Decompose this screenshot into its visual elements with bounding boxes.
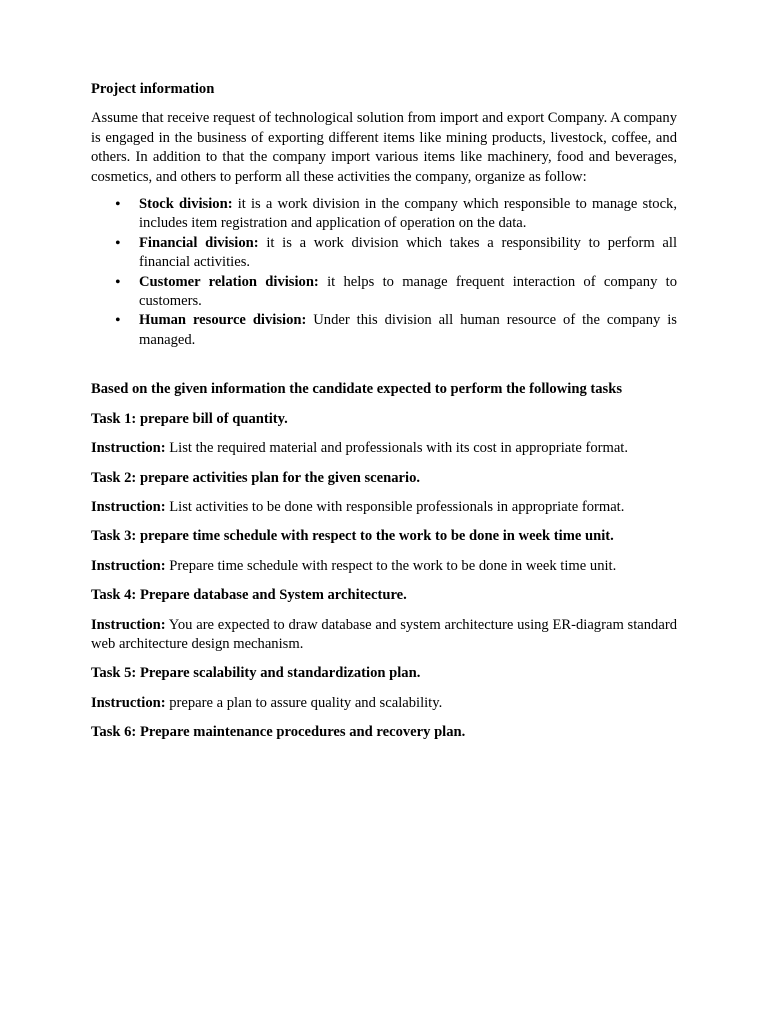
task-1-title: Task 1: prepare bill of quantity.	[91, 410, 288, 427]
list-item	[91, 273, 677, 312]
bullet-icon: •	[115, 312, 121, 330]
list-item	[91, 195, 677, 234]
task-2-instruction	[91, 498, 677, 517]
instruction-label: Instruction:	[91, 440, 166, 457]
list-item	[91, 234, 677, 273]
instruction-label: Instruction:	[91, 694, 166, 711]
task-2-title: Task 2: prepare activities plan for the given scenario.	[91, 469, 421, 486]
division-text: it is a work division which takes a responsibility to perform all financial activities.	[139, 234, 677, 271]
instruction-text: prepare a plan to assure quality and scalability.	[165, 694, 443, 711]
division-list	[91, 195, 677, 350]
task-1-instruction	[91, 439, 677, 458]
division-text: Under this division all human resource of the company is managed.	[139, 312, 677, 348]
document-page	[91, 80, 677, 753]
task-5-title: Task 5: Prepare scalability and standardization plan.	[91, 665, 421, 682]
task-4-instruction	[91, 616, 677, 655]
instruction-text: Prepare time schedule with respect to the work to be done in week time unit.	[165, 557, 617, 574]
bullet-icon: •	[115, 273, 121, 291]
instruction-label: Instruction:	[91, 616, 166, 633]
task-5-instruction	[91, 694, 677, 713]
project-info-heading: Project information	[91, 81, 215, 97]
instruction-text: List the required material and professionals with its cost in appropriate format.	[165, 440, 629, 457]
division-text: it is a work division in the company which responsible to manage stock, includes item registration and application of operation on the data.	[139, 196, 678, 232]
division-name: Stock division:	[139, 196, 233, 213]
division-name: Financial division:	[139, 234, 259, 251]
division-name: Human resource division:	[139, 312, 307, 329]
division-name: Customer relation division:	[139, 273, 319, 290]
task-6-title: Task 6: Prepare maintenance procedures and recovery plan.	[91, 724, 466, 741]
bullet-icon: •	[115, 234, 121, 252]
instruction-label: Instruction:	[91, 498, 166, 515]
task-3-instruction	[91, 557, 677, 576]
instruction-text: List activities to be done with responsible professionals in appropriate format.	[165, 498, 625, 515]
section-spacer	[91, 350, 677, 380]
task-3-title: Task 3: prepare time schedule with respect to the work to be done in week time unit.	[91, 528, 614, 545]
instruction-text: You are expected to draw database and system architecture using ER-diagram standard web architecture design mechanism.	[91, 616, 677, 652]
bullet-icon: •	[115, 196, 121, 214]
task-4-title: Task 4: Prepare database and System architecture.	[91, 587, 407, 604]
project-intro-paragraph: Assume that receive request of technological solution from import and export Company. A company is engaged in the business of exporting different items like mining products, livestock, coffee, and others. In addition to that the company import various items like machinery, food and beverages, cosmetics, and others to perform all these activities the company, organize as follow:	[91, 110, 677, 185]
instruction-label: Instruction:	[91, 557, 166, 574]
list-item	[91, 311, 677, 350]
tasks-intro-heading: Based on the given information the candidate expected to perform the following tasks	[91, 381, 623, 398]
division-text: it helps to manage frequent interaction of company to customers.	[139, 273, 677, 310]
